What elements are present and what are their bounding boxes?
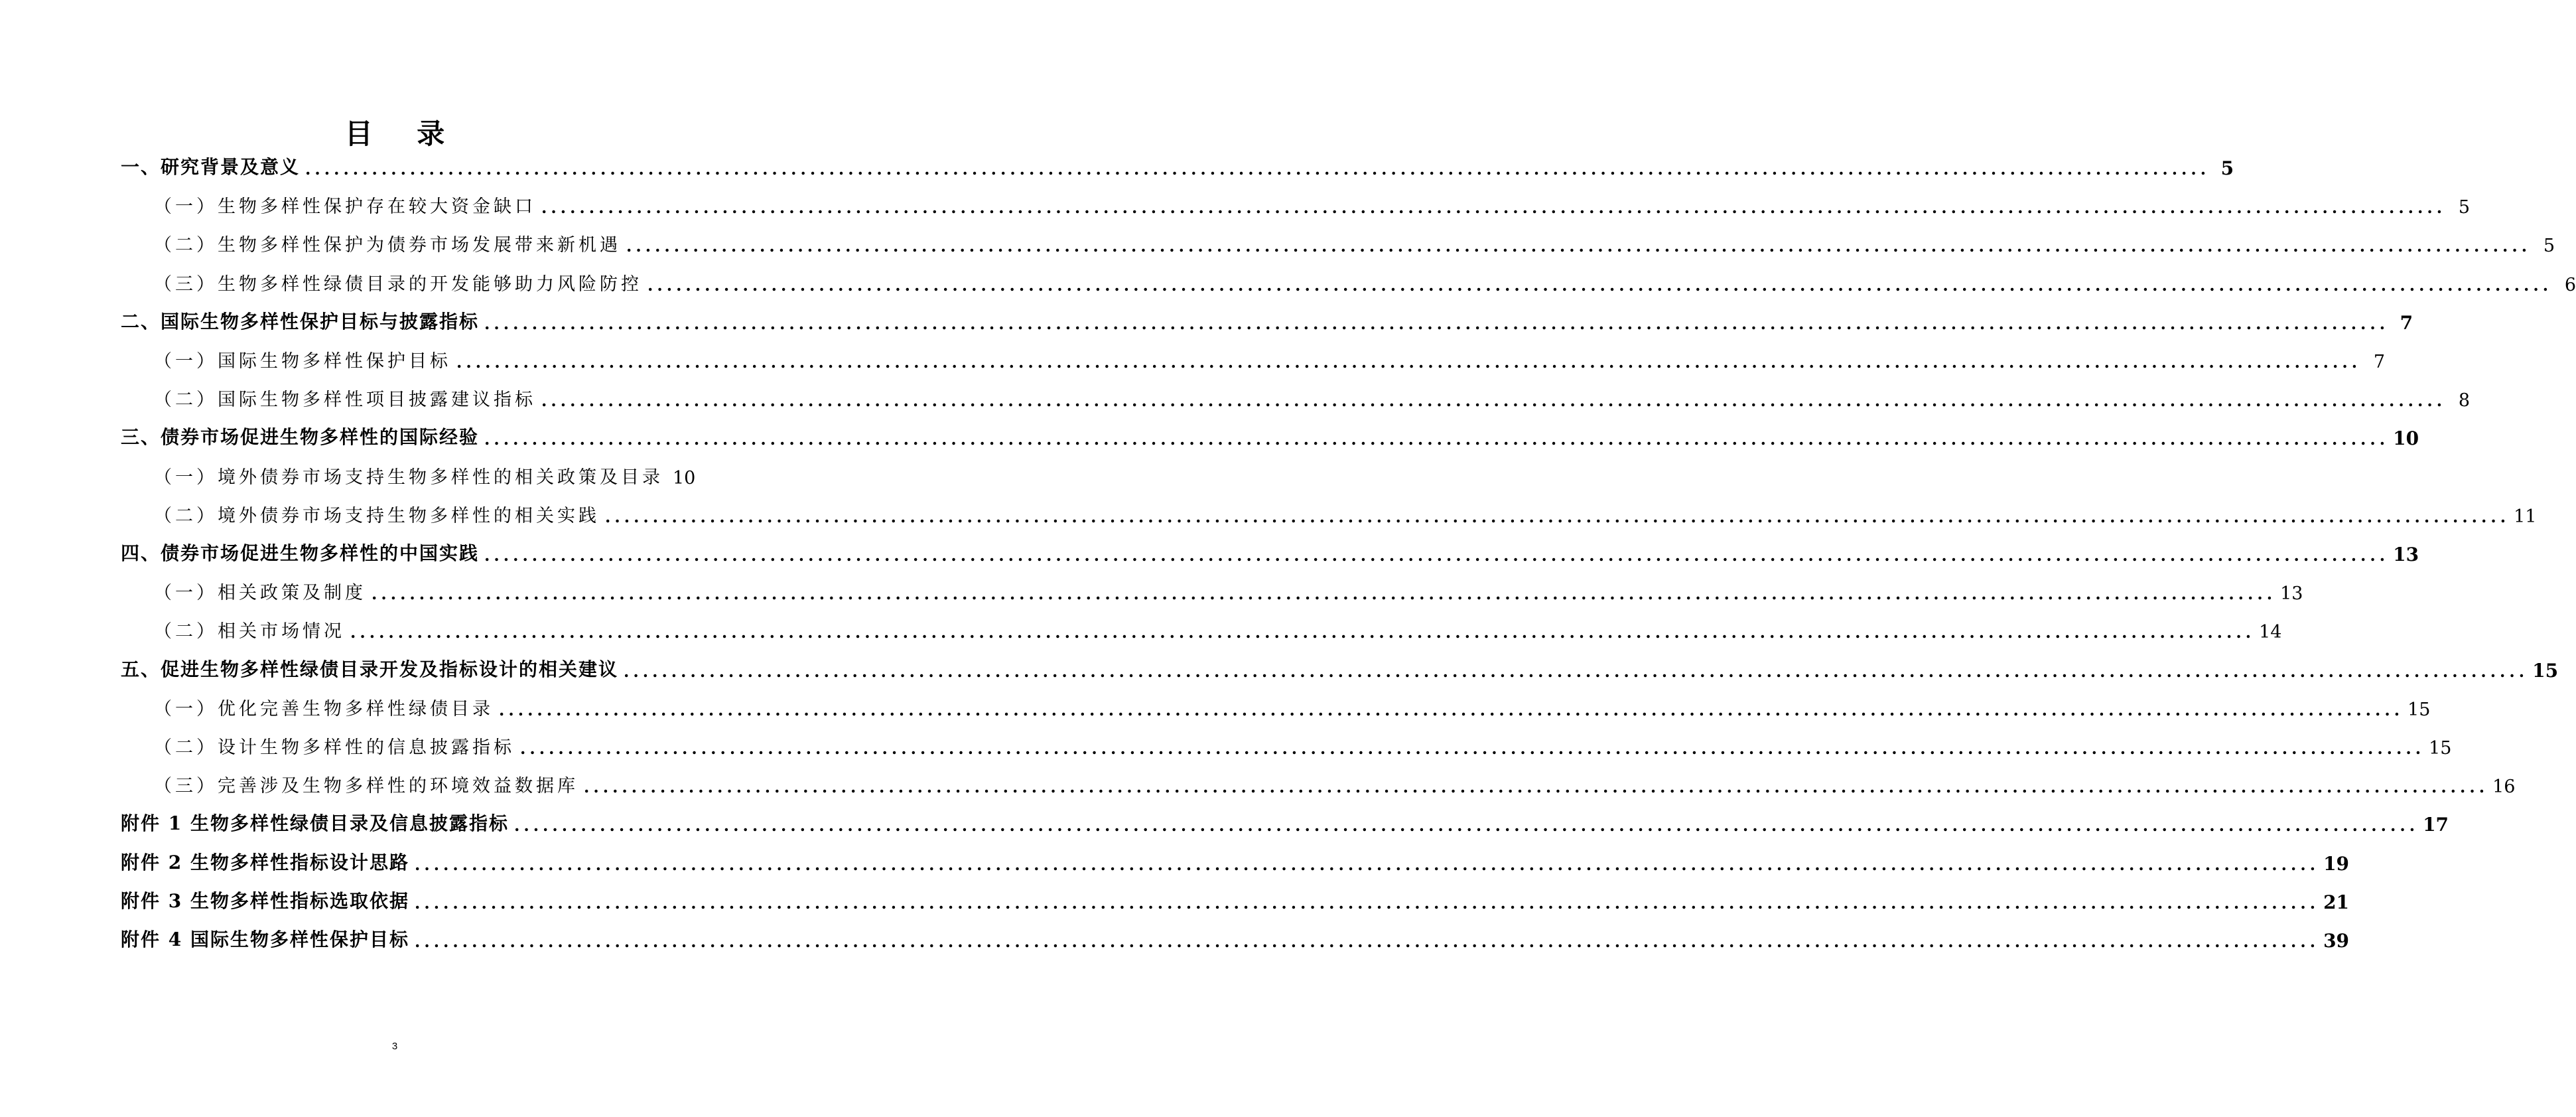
toc-dot-leader: ........................................................................................................................................................................................................ (414, 932, 2320, 951)
toc-entry-label: （一）境外债券市场支持生物多样性的相关政策及目录 (154, 467, 663, 488)
toc-entry-page-number: 19 (2323, 852, 2350, 875)
toc-entry-section[interactable] (121, 188, 2471, 218)
toc-dot-leader: ........................................................................................................................................................................................................ (647, 275, 2553, 295)
toc-entry-chapter[interactable] (121, 923, 2350, 952)
toc-entry-page-number: 39 (2323, 930, 2350, 952)
toc-entry-label: （二）境外债券市场支持生物多样性的相关实践 (154, 505, 600, 526)
toc-entry-section[interactable] (121, 768, 2516, 798)
toc-entry-section[interactable] (121, 498, 2537, 527)
toc-dot-leader: ........................................................................................................................................................................................................ (541, 391, 2447, 411)
toc-entry-label: （一）优化完善生物多样性绿债目录 (154, 698, 494, 719)
toc-entry-page-number: 8 (2458, 390, 2471, 411)
toc-entry-section[interactable] (121, 459, 696, 488)
page-title: 目 录 (344, 117, 462, 150)
toc-dot-leader: ........................................................................................................................................................................................................ (484, 546, 2390, 565)
toc-entry-label: （二）设计生物多样性的信息披露指标 (154, 737, 515, 758)
page-number: 3 (391, 1041, 398, 1052)
toc-entry-page-number: 15 (2429, 738, 2452, 759)
toc-entry-section[interactable] (121, 227, 2555, 257)
toc-entry-label: 二、国际生物多样性保护目标与披露指标 (121, 310, 480, 333)
toc-dot-leader: ........................................................................................................................................................................................................ (513, 816, 2419, 836)
toc-entry-chapter[interactable] (121, 305, 2413, 334)
toc-entry-chapter[interactable] (121, 420, 2419, 450)
toc-entry-label: 四、债券市场促进生物多样性的中国实践 (121, 542, 480, 564)
toc-entry-label: （一）生物多样性保护存在较大资金缺口 (154, 196, 536, 218)
toc-dot-leader: ........................................................................................................................................................................................................ (372, 584, 2277, 604)
toc-dot-leader: ........................................................................................................................................................................................................ (584, 777, 2489, 797)
toc-entry-chapter[interactable] (121, 884, 2350, 913)
toc-entry-section[interactable] (121, 613, 2282, 643)
toc-entry-label: （一）相关政策及制度 (154, 583, 366, 604)
toc-entry-label: （二）国际生物多样性项目披露建议指标 (154, 390, 536, 411)
toc-entry-label: （二）相关市场情况 (154, 621, 345, 642)
toc-entry-chapter[interactable] (121, 150, 2234, 179)
toc-dot-leader: ........................................................................................................................................................................................................ (520, 739, 2425, 758)
toc-dot-leader: ........................................................................................................................................................................................................ (484, 429, 2390, 449)
toc-entry-page-number: 13 (2393, 544, 2419, 565)
toc-entry-page-number: 14 (2259, 622, 2282, 643)
toc-dot-leader: ........................................................................................................................................................................................................ (541, 198, 2447, 218)
toc-entry-section[interactable] (121, 691, 2431, 720)
toc-entry-page-number: 17 (2423, 814, 2449, 836)
toc-dot-leader: ........................................................................................................................................................................................................ (414, 854, 2320, 874)
toc-dot-leader: ........................................................................................................................................................................................................ (414, 893, 2320, 913)
toc-entry-label: 三、债券市场促进生物多样性的国际经验 (121, 426, 480, 449)
toc-entry-page-number: 21 (2323, 891, 2350, 913)
toc-dot-leader: ........................................................................................................................................................................................................ (624, 661, 2529, 681)
toc-dot-leader: ........................................................................................................................................................................................................ (605, 506, 2510, 526)
toc-entry-chapter[interactable] (121, 846, 2350, 875)
toc-entry-label: （三）完善涉及生物多样性的环境效益数据库 (154, 776, 578, 797)
toc-entry-page-number: 16 (2492, 777, 2516, 798)
toc-entry-section[interactable] (121, 266, 2576, 295)
toc-entry-label: （三）生物多样性绿债目录的开发能够助力风险防控 (154, 273, 642, 295)
toc-dot-leader: ........................................................................................................................................................................................................ (350, 623, 2256, 642)
toc-entry-page-number: 6 (2564, 274, 2576, 295)
toc-entry-page-number: 15 (2532, 659, 2559, 682)
toc-entry-page-number: 5 (2458, 197, 2471, 218)
toc-entry-label: 一、研究背景及意义 (121, 156, 301, 178)
toc-dot-leader: ........................................................................................................................................................................................................ (499, 700, 2404, 719)
toc-entry-section[interactable] (121, 343, 2386, 372)
toc-entry-chapter[interactable] (121, 806, 2449, 836)
toc-entry-page-number: 5 (2543, 236, 2555, 257)
toc-dot-leader: ........................................................................................................................................................................................................ (456, 352, 2362, 372)
toc-entry-label: 附件 3 生物多样性指标选取依据 (121, 889, 409, 912)
toc-entry-page-number: 15 (2407, 699, 2431, 720)
toc-dot-leader: ........................................................................................................................................................................................................ (484, 313, 2390, 333)
toc-entry-page-number: 13 (2280, 583, 2303, 605)
toc-entry-label: 附件 2 生物多样性指标设计思路 (121, 851, 409, 873)
toc-entry-label: （二）生物多样性保护为债券市场发展带来新机遇 (154, 235, 621, 256)
toc-entry-label: （一）国际生物多样性保护目标 (154, 351, 451, 372)
toc-entry-page-number: 7 (2373, 352, 2386, 372)
toc-entry-label: 五、促进生物多样性绿债目录开发及指标设计的相关建议 (121, 658, 619, 680)
toc-entry-chapter[interactable] (121, 652, 2559, 682)
toc-entry-label: 附件 1 生物多样性绿债目录及信息披露指标 (121, 812, 509, 835)
toc-entry-section[interactable] (121, 382, 2471, 411)
toc-entry-chapter[interactable] (121, 536, 2419, 565)
toc-entry-page-number: 11 (2514, 506, 2537, 527)
toc-entry-section[interactable] (121, 575, 2303, 605)
toc-entry-section[interactable] (121, 729, 2452, 759)
toc-entry-page-number: 10 (673, 467, 696, 488)
toc-dot-leader: ........................................................................................................................................................................................................ (626, 236, 2532, 256)
toc-dot-leader: ........................................................................................................................................................................................................ (305, 159, 2210, 179)
toc-entry-page-number: 7 (2400, 311, 2413, 334)
toc-entry-page-number: 10 (2393, 427, 2419, 450)
toc-entry-page-number: 5 (2220, 157, 2234, 179)
toc-entry-label: 附件 4 国际生物多样性保护目标 (121, 929, 409, 950)
